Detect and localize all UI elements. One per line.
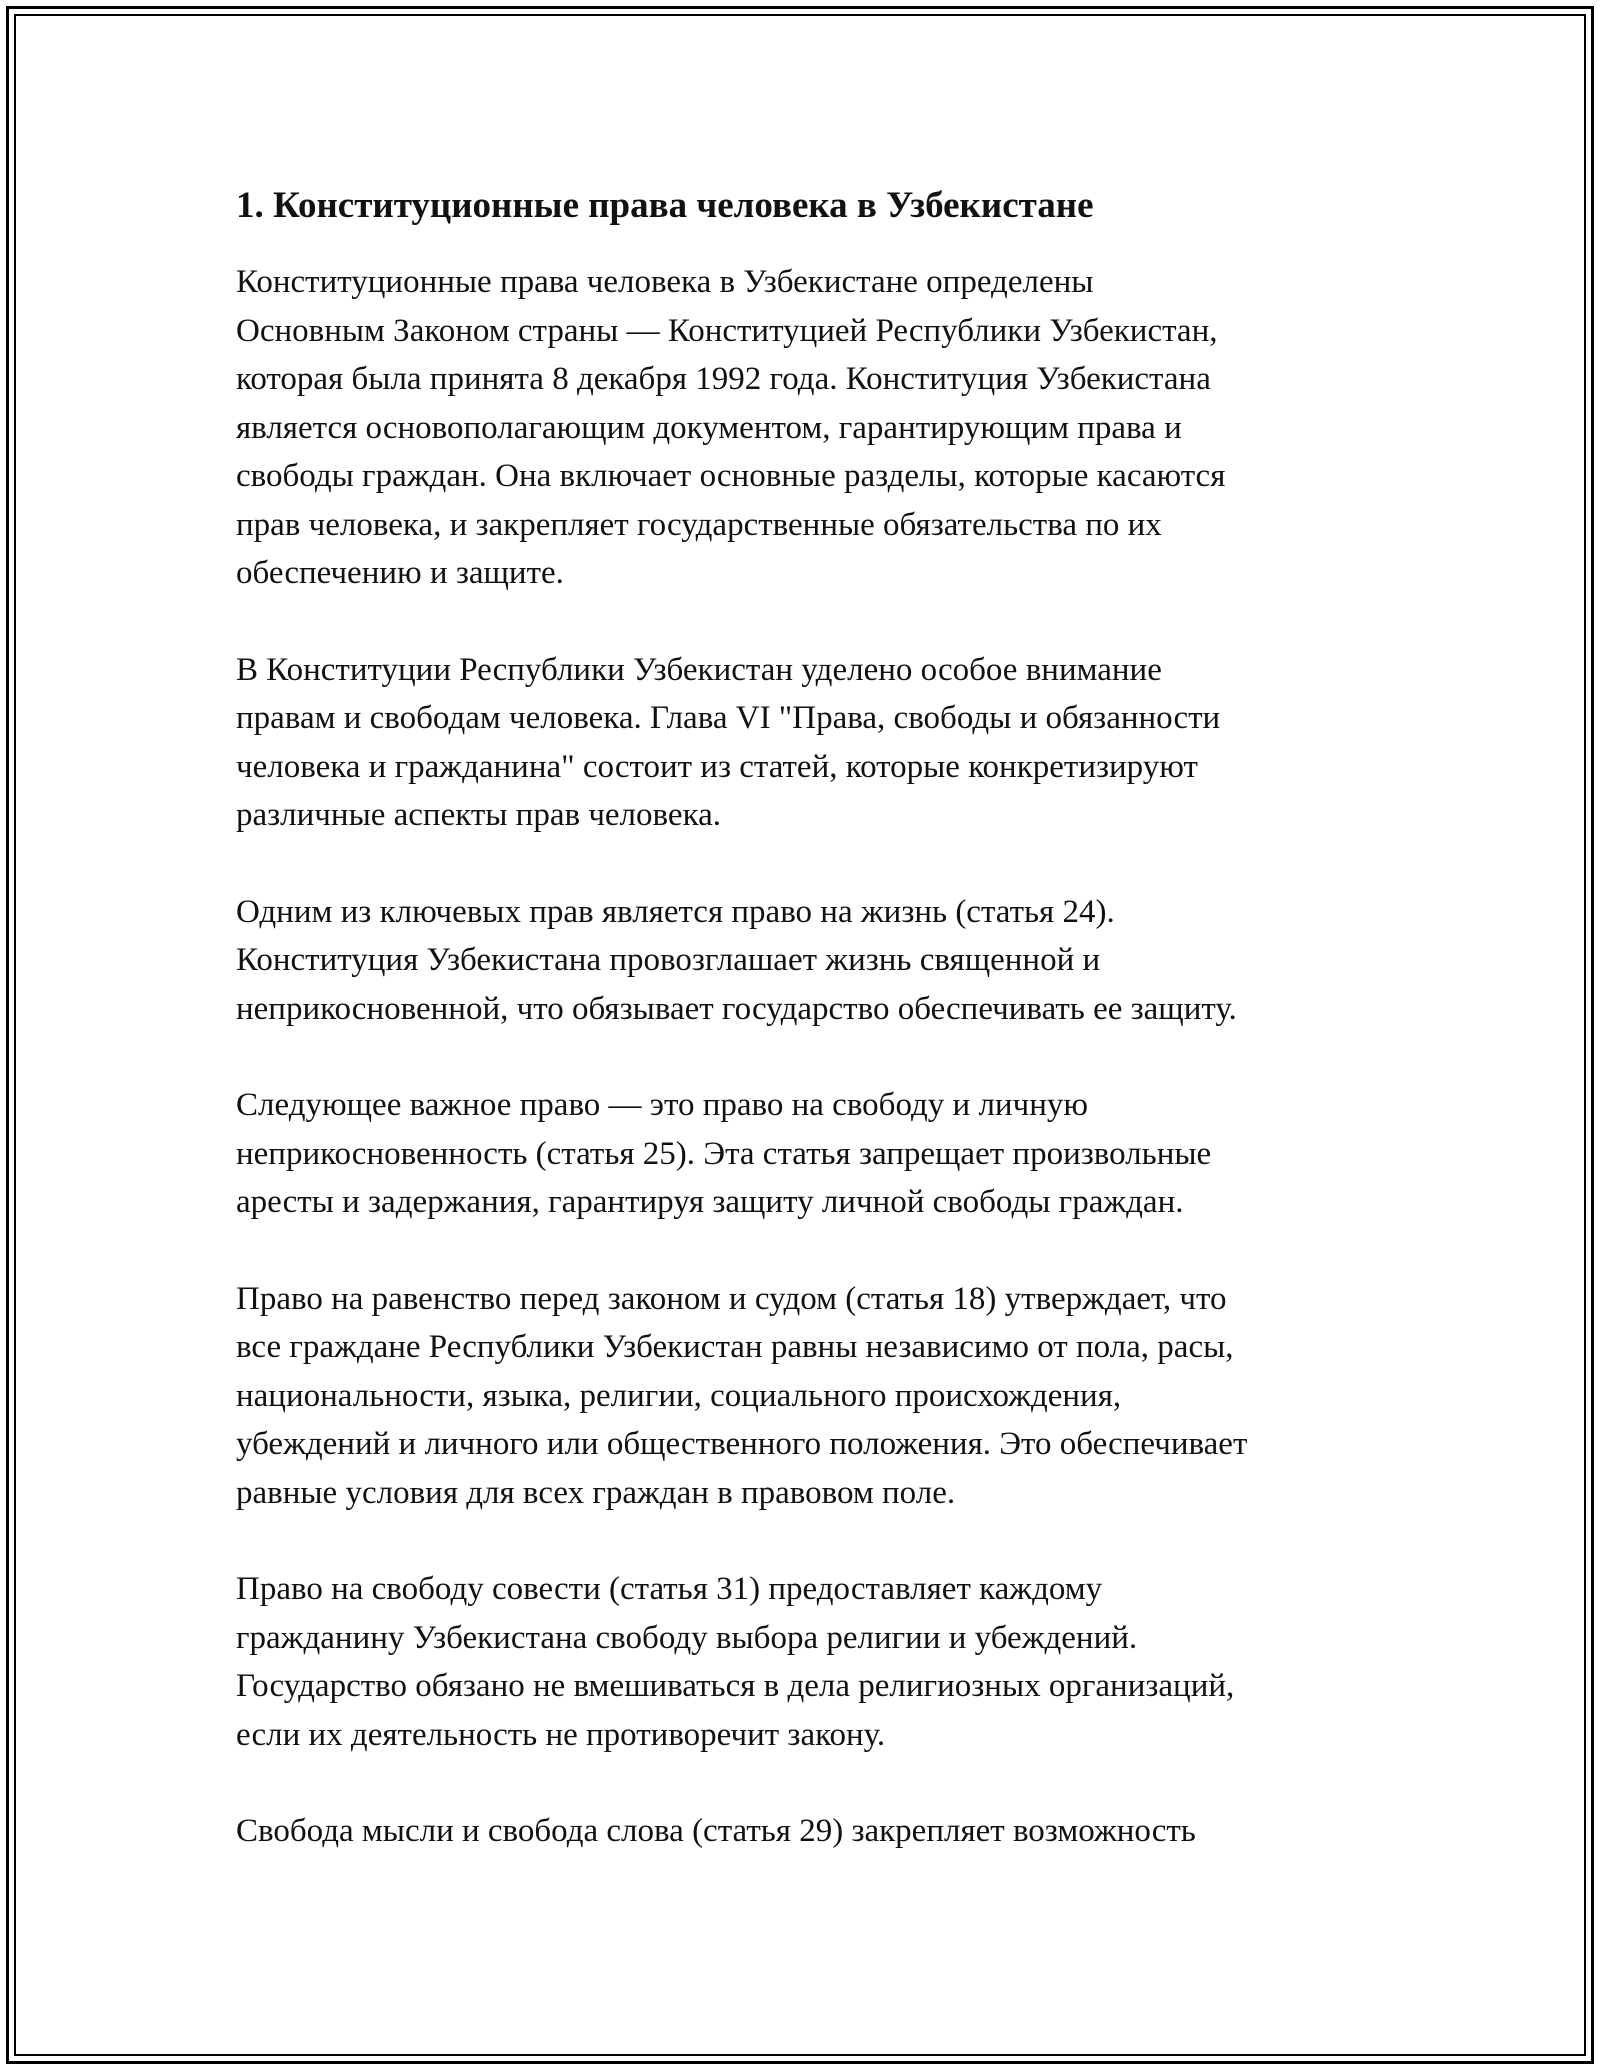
paragraph-freedom-of-speech: Свобода мысли и свобода слова (статья 29) закрепляет возможность (236, 1813, 1196, 1849)
paragraph-constitution-intro: Конституционные права человека в Узбекистане определены Основным Законом страны — Конституцией Республики Узбекистан, которая была принята 8 декабря 1992 года. Конституция Узбекистана является основополагающим документом, гарантирующим права и свободы граждан. Она включает основные разделы, которые касаются прав человека, и закрепляет государственные обязательства по их обеспечению и защите. (236, 264, 1226, 591)
section-heading: 1. Конституционные права человека в Узбекистане (236, 185, 1094, 226)
paragraph-equality: Право на равенство перед законом и судом (статья 18) утверждает, что все граждане Республики Узбекистан равны независимо от пола, расы, национальности, языка, религии, социального происхождения, убеждений и личного или общественного положения. Это обеспечивает равные условия для всех граждан в правовом поле. (236, 1280, 1248, 1511)
paragraph-right-to-life: Одним из ключевых прав является право на жизнь (статья 24). Конституция Узбекистана провозглашает жизнь священной и неприкосновенной, что обязывает государство обеспечивать ее защиту. (236, 893, 1237, 1027)
document-body (236, 182, 1386, 1904)
paragraph-freedom-of-conscience: Право на свободу совести (статья 31) предоставляет каждому гражданину Узбекистана свободу выбора религии и убеждений. Государство обязано не вмешиваться в дела религиозных организаций, если их деятельность не противоречит закону. (236, 1571, 1235, 1753)
paragraph-chapter-vi: В Конституции Республики Узбекистан уделено особое внимание правам и свободам человека. Глава VI "Права, свободы и обязанности человека и гражданина" состоит из статей, которые конкретизируют различные аспекты прав человека. (236, 651, 1221, 833)
paragraph-right-to-liberty: Следующее важное право — это право на свободу и личную неприкосновенность (статья 25). Эта статья запрещает произвольные аресты и задержания, гарантируя защиту личной свободы граждан. (236, 1087, 1212, 1220)
